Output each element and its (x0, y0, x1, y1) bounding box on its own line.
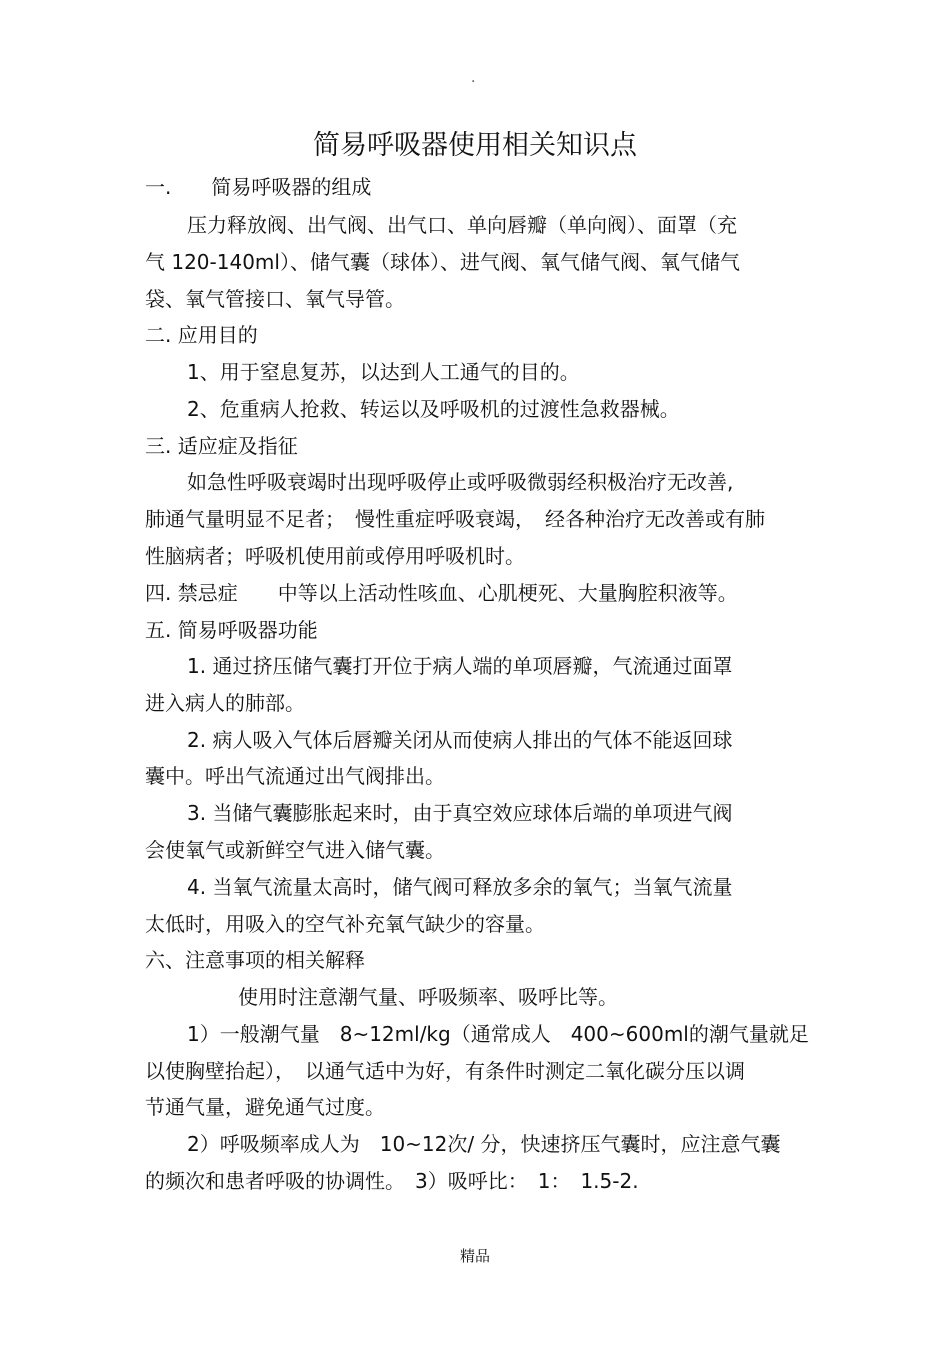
list-item: 4. 当氧气流量太高时，储气阀可释放多余的氧气；当氧气流量 (187, 875, 733, 899)
paragraph-line: 太低时，用吸入的空气补充氧气缺少的容量。 (145, 912, 545, 936)
paragraph-line: 进入病人的肺部。 (145, 691, 305, 715)
paragraph-line: 使用时注意潮气量、呼吸频率、吸呼比等。 (238, 985, 618, 1009)
list-item: 2、危重病人抢救、转运以及呼吸机的过渡性急救器械。 (187, 397, 680, 421)
paragraph-line: 袋、氧气管接口、氧气导管。 (145, 287, 405, 311)
page-footer: 精品 (459, 1247, 490, 1265)
header-dot: . (471, 70, 476, 86)
paragraph-line: 气 120-140ml）、储气囊（球体）、进气阀、氧气储气阀、氧气储气 (145, 250, 740, 274)
paragraph-line: 性脑病者；呼吸机使用前或停用呼吸机时。 (145, 544, 525, 568)
list-item: 3. 当储气囊膨胀起来时，由于真空效应球体后端的单项进气阀 (187, 801, 733, 825)
paragraph-line: 节通气量，避免通气过度。 (145, 1095, 385, 1119)
section-heading-6: 六、注意事项的相关解释 (145, 948, 365, 972)
paragraph-line: 压力释放阀、出气阀、出气口、单向唇瓣（单向阀）、面罩（充 (187, 213, 737, 237)
paragraph-line: 会使氧气或新鲜空气进入储气囊。 (145, 838, 445, 862)
list-item: 2）呼吸频率成人为 10~12次/ 分，快速挤压气囊时，应注意气囊 (187, 1132, 781, 1156)
list-item: 1. 通过挤压储气囊打开位于病人端的单项唇瓣，气流通过面罩 (187, 654, 733, 678)
list-item: 1）一般潮气量 8~12ml/kg（通常成人 400~600ml的潮气量就足 (187, 1022, 809, 1046)
section-heading-4: 四. 禁忌症 中等以上活动性咳血、心肌梗死、大量胸腔积液等。 (145, 581, 738, 605)
list-item: 1、用于窒息复苏，以达到人工通气的目的。 (187, 360, 580, 384)
section-heading-3: 三. 适应症及指征 (145, 434, 298, 458)
page-title: 简易呼吸器使用相关知识点 (313, 130, 637, 161)
paragraph-line: 如急性呼吸衰竭时出现呼吸停止或呼吸微弱经积极治疗无改善, (187, 470, 734, 494)
paragraph-line: 的频次和患者呼吸的协调性。 3）吸呼比： 1： 1.5-2. (145, 1169, 639, 1193)
section-heading-2: 二. 应用目的 (145, 323, 258, 347)
paragraph-line: 囊中。呼出气流通过出气阀排出。 (145, 764, 445, 788)
section-heading-1: 一. 简易呼吸器的组成 (145, 175, 372, 199)
list-item: 2. 病人吸入气体后唇瓣关闭从而使病人排出的气体不能返回球 (187, 728, 733, 752)
paragraph-line: 以使胸壁抬起）， 以通气适中为好，有条件时测定二氧化碳分压以调 (145, 1059, 745, 1083)
paragraph-line: 肺通气量明显不足者； 慢性重症呼吸衰竭， 经各种治疗无改善或有肺 (145, 507, 765, 531)
section-heading-5: 五. 简易呼吸器功能 (145, 618, 318, 642)
